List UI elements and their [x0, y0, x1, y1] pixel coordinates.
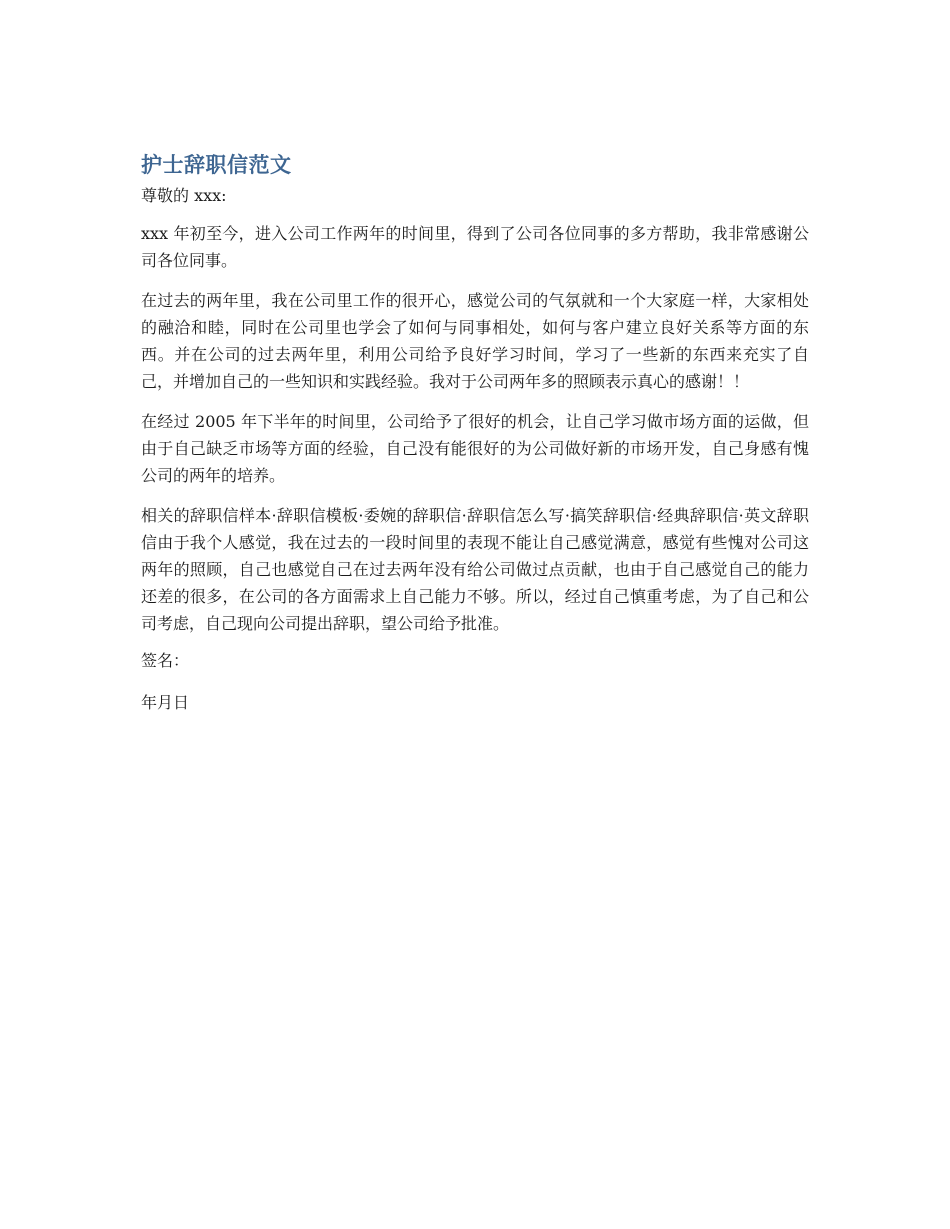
- letter-body: [141, 150, 809, 714]
- paragraph-resignation-request: 相关的辞职信样本·辞职信模板·委婉的辞职信·辞职信怎么写·搞笑辞职信·经典辞职信·英文辞职信由于我个人感觉，我在过去的一段时间里的表现不能让自己感觉满意，感觉有些愧对公司这两年的照顾，自己也感觉自己在过去两年没有给公司做过点贡献，也由于自己感觉自己的能力还差的很多，在公司的各方面需求上自己能力不够。所以，经过自己慎重考虑，为了自己和公司考虑，自己现向公司提出辞职，望公司给予批准。: [141, 506, 809, 633]
- paragraph-intro: xxx 年初至今，进入公司工作两年的时间里，得到了公司各位同事的多方帮助，我非常感谢公司各位同事。: [141, 224, 809, 270]
- salutation: 尊敬的 xxx:: [141, 186, 227, 205]
- date-label: 年月日: [141, 693, 190, 712]
- paragraph-gratitude: 在过去的两年里，我在公司里工作的很开心，感觉公司的气氛就和一个大家庭一样，大家相处的融洽和睦，同时在公司里也学会了如何与同事相处，如何与客户建立良好关系等方面的东西。并在公司的过去两年里，利用公司给予良好学习时间，学习了一些新的东西来充实了自己，并增加自己的一些知识和实践经验。我对于公司两年多的照顾表示真心的感谢！！: [141, 291, 809, 391]
- signature-label: 签名：: [141, 651, 190, 670]
- page-title: 护士辞职信范文: [141, 153, 292, 177]
- paragraph-market-experience: 在经过 2005 年下半年的时间里，公司给予了很好的机会，让自己学习做市场方面的运做，但由于自己缺乏市场等方面的经验，自己没有能很好的为公司做好新的市场开发，自己身感有愧公司的两年的培养。: [141, 412, 809, 485]
